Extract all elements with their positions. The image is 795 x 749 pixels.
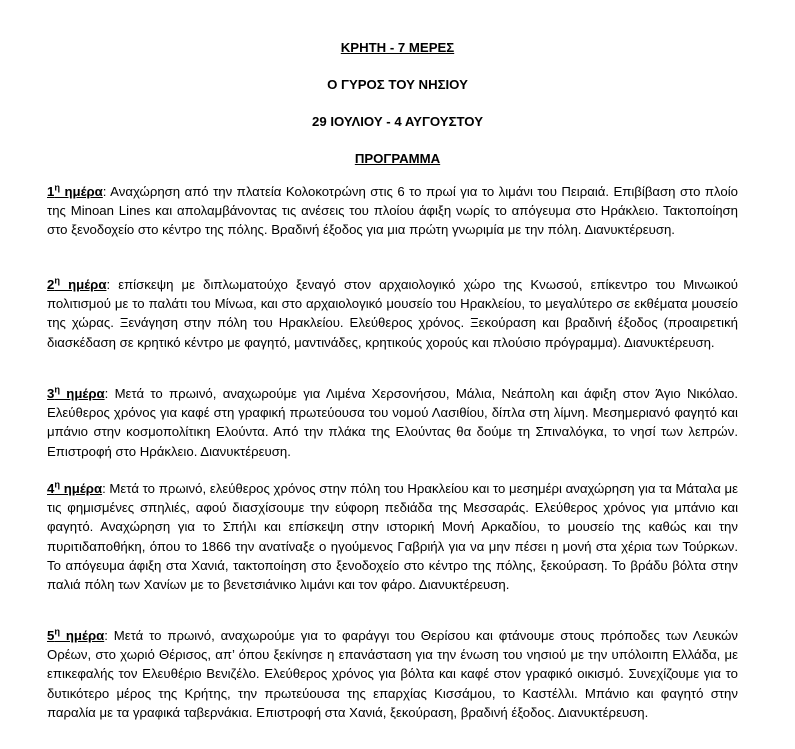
day-4-label: $4^\eta$ ημέρα — [47, 479, 103, 496]
day-3-label: $3^\eta$ ημέρα — [47, 384, 105, 401]
day-1-paragraph — [47, 182, 738, 240]
document-subtitle: Ο ΓΥΡΟΣ ΤΟΥ ΝΗΣΙΟΥ — [327, 77, 468, 92]
day-3-paragraph — [47, 384, 738, 461]
day-5-paragraph — [47, 626, 738, 722]
day-5-text: : Μετά το πρωινό, αναχωρούμε για το φαράγγι του Θερίσου και φτάνουμε στους πρόποδες των Λευκών Ορέων, στο χωριό Θέρισος, απ’ όπου ξεκίνησε η επανάσταση για την ένωση του νησιού με την υπόλοιπη Ελλάδα, με επικεφαλής τον Ελευθέριο Βενιζέλο. Ελεύθερος χρόνος για βόλτα και καφέ στον γραφικό οικισμό. Συνεχίζουμε για το δυτικότερο μέρος της Κρήτης, την πρωτεύουσα της επαρχίας Κισσάμου, το Καστέλλι. Μπάνιο και φαγητό στην παραλία με τα γραφικά ταβερνάκια. Επιστροφή στα Χανιά, ξεκούραση, βραδινή έξοδος. Διανυκτέρευση. — [47, 628, 738, 720]
document-title: ΚΡΗΤΗ - 7 ΜΕΡΕΣ — [340, 40, 455, 55]
day-2-label: $2^\eta$ ημέρα — [47, 275, 107, 292]
day-1-text: : Αναχώρηση από την πλατεία Κολοκοτρώνη στις 6 το πρωί για το λιμάνι του Πειραιά. Επιβίβαση στο πλοίο της Minoan Lines και απολαμβάνοντας τις ανέσεις του πλοίου άφιξη νωρίς το απόγευμα στο Ηράκλειο. Τακτοποίηση στο ξενοδοχείο στο κέντρο της πόλης. Βραδινή έξοδος για μια πρώτη γνωριμία με την πόλη. Διανυκτέρευση. — [47, 184, 738, 238]
day-2-paragraph — [47, 275, 738, 352]
day-4-text: : Μετά το πρωινό, ελεύθερος χρόνος στην πόλη του Ηρακλείου και το μεσημέρι αναχώρηση για τα Μάταλα με τις φημισμένες σπηλιές, αφού διασχίσουμε την εύφορη πεδιάδα της Μεσσαράς. Ελεύθερος χρόνος για μπάνιο και φαγητό. Αναχώρηση για το Σπήλι και επίσκεψη στην ιστορική Μονή Αρκαδίου, το μουσείο της καθώς και την πυριτιδαποθήκη, όπου το 1866 την ανατίναξε ο ηγούμενος Γαβριήλ για να μην πέσει η μονή στα χέρια των Τούρκων. Το απόγευμα άφιξη στα Χανιά, τακτοποίηση στο ξενοδοχείο στο κέντρο της πόλης, ξεκούραση. Το βράδυ βόλτα στην παλιά πόλη των Χανίων με το βενετσιάνικο λιμάνι και τον φάρο. Διανυκτέρευση. — [47, 481, 738, 593]
program-heading: ΠΡΟΓΡΑΜΜΑ — [354, 151, 441, 166]
day-4-paragraph — [47, 479, 738, 594]
trip-dates: 29 ΙΟΥΛΙΟΥ - 4 ΑΥΓΟΥΣΤΟΥ — [311, 114, 483, 129]
day-1-label: $1^\eta$ ημέρα — [47, 182, 103, 199]
day-2-text: : επίσκεψη με διπλωματούχο ξεναγό στον αρχαιολογικό χώρο της Κνωσού, επίκεντρο του Μινωικού πολιτισμού με το παλάτι του Μίνωα, και στο αρχαιολογικό μουσείο του Ηρακλείου, το μεγαλύτερο σε εκθέματα μουσείο της χώρας. Ξενάγηση στην πόλη του Ηρακλείου. Ελεύθερος χρόνος. Ξεκούραση και βραδινή έξοδος (προαιρετική διασκέδαση σε κρητικό κέντρο με φαγητό, μαντινάδες, κρητικούς χορούς και πλούσιο πρόγραμμα). Διανυκτέρευση. — [47, 277, 738, 350]
day-5-label: $5^\eta$ ημέρα — [47, 626, 105, 643]
day-3-text: : Μετά το πρωινό, αναχωρούμε για Λιμένα Χερσονήσου, Μάλια, Νεάπολη και άφιξη στον Άγιο Νικόλαο. Ελεύθερος χρόνος για καφέ στη γραφική πρωτεύουσα του νομού Λασιθίου, δίπλα στη λίμνη. Μεσημεριανό φαγητό και μπάνιο στην κοσμοπολίτικη Ελούντα. Από την πλάκα της Ελούντας θα δούμε τη Σπιναλόγκα, το νησί των λεπρών. Επιστροφή στο Ηράκλειο. Διανυκτέρευση. — [47, 386, 738, 459]
